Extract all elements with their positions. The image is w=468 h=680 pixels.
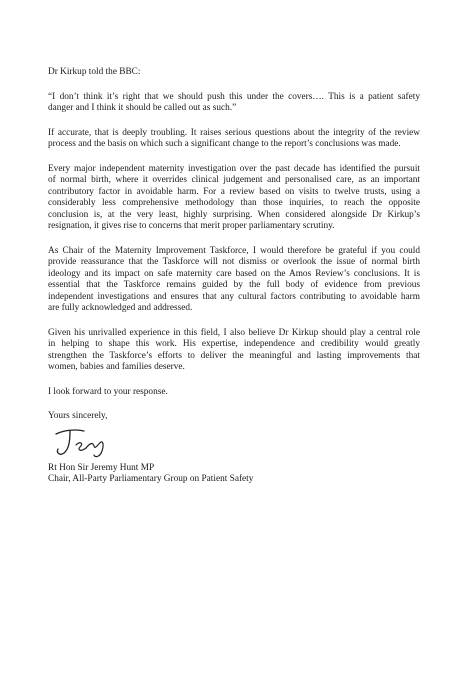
quote-line: “I don’t think it’s right that we should push this under the covers…. This is a patient safety [48, 91, 420, 102]
paragraph-concern [48, 128, 420, 151]
text-line: strengthen the Taskforce’s efforts to deliver the meaningful and lasting improvements that [48, 350, 420, 361]
handwritten-signature [50, 425, 120, 459]
text-line: Given his unrivalled experience in this field, I also believe Dr Kirkup should play a central role [48, 327, 420, 338]
text-line: independent investigations and ensures that any cultural factors contributing to avoidable harm [48, 291, 420, 302]
text-line: provide reassurance that the Taskforce will not dismiss or overlook the issue of normal birth [48, 257, 420, 267]
text-line: ideology and its impact on safe maternity care based on the Amos Review’s conclusions. It is [48, 268, 420, 279]
text-line: women, babies and families deserve. [48, 362, 185, 372]
text-line: in helping to shape this work. His expertise, independence and credibility would greatly [48, 339, 420, 349]
closing-line [48, 387, 420, 399]
paragraph-investigations [48, 164, 420, 233]
quote-paragraph [48, 92, 420, 115]
signer-title: Chair, All-Party Parliamentary Group on Patient Safety [48, 474, 254, 484]
signature-block [48, 411, 420, 486]
text-line: If accurate, that is deeply troubling. It raises serious questions about the integrity of the review [48, 127, 420, 138]
signer-name: Rt Hon Sir Jeremy Hunt MP [48, 462, 155, 473]
closing-text: I look forward to your response. [48, 386, 168, 397]
text-line: are fully acknowledged and addressed. [48, 303, 193, 313]
paragraph-taskforce [48, 246, 420, 315]
salutation [48, 67, 420, 79]
text-line: As Chair of the Maternity Improvement Taskforce, I would therefore be grateful if you could [48, 245, 420, 256]
text-line: Every major independent maternity investigation over the past decade has identified the pursuit [48, 163, 420, 174]
text-line: of normal birth, where it overrides clinical judgement and personalised care, as an important [48, 175, 420, 185]
text-line: resignation, it gives rise to concerns that merit proper parliamentary scrutiny. [48, 221, 335, 231]
text-line: considerably less comprehensive methodology than those inquiries, to reach the opposite [48, 198, 420, 208]
text-line: contributory factor in avoidable harm. For a review based on visits to twelve trusts, using a [48, 186, 420, 197]
text-line: process and the basis on which such a significant change to the report’s conclusions was made. [48, 139, 401, 149]
valediction: Yours sincerely, [48, 411, 108, 421]
text-line: conclusion is, at the very least, highly surprising. When considered alongside Dr Kirkup’s [48, 209, 420, 220]
quote-line: danger and I think it should be called out as such.” [48, 103, 237, 113]
text-line: essential that the Taskforce remains guided by the full body of evidence from previous [48, 280, 420, 290]
salutation-line: Dr Kirkup told the BBC: [48, 67, 141, 77]
paragraph-kirkup-role [48, 328, 420, 374]
